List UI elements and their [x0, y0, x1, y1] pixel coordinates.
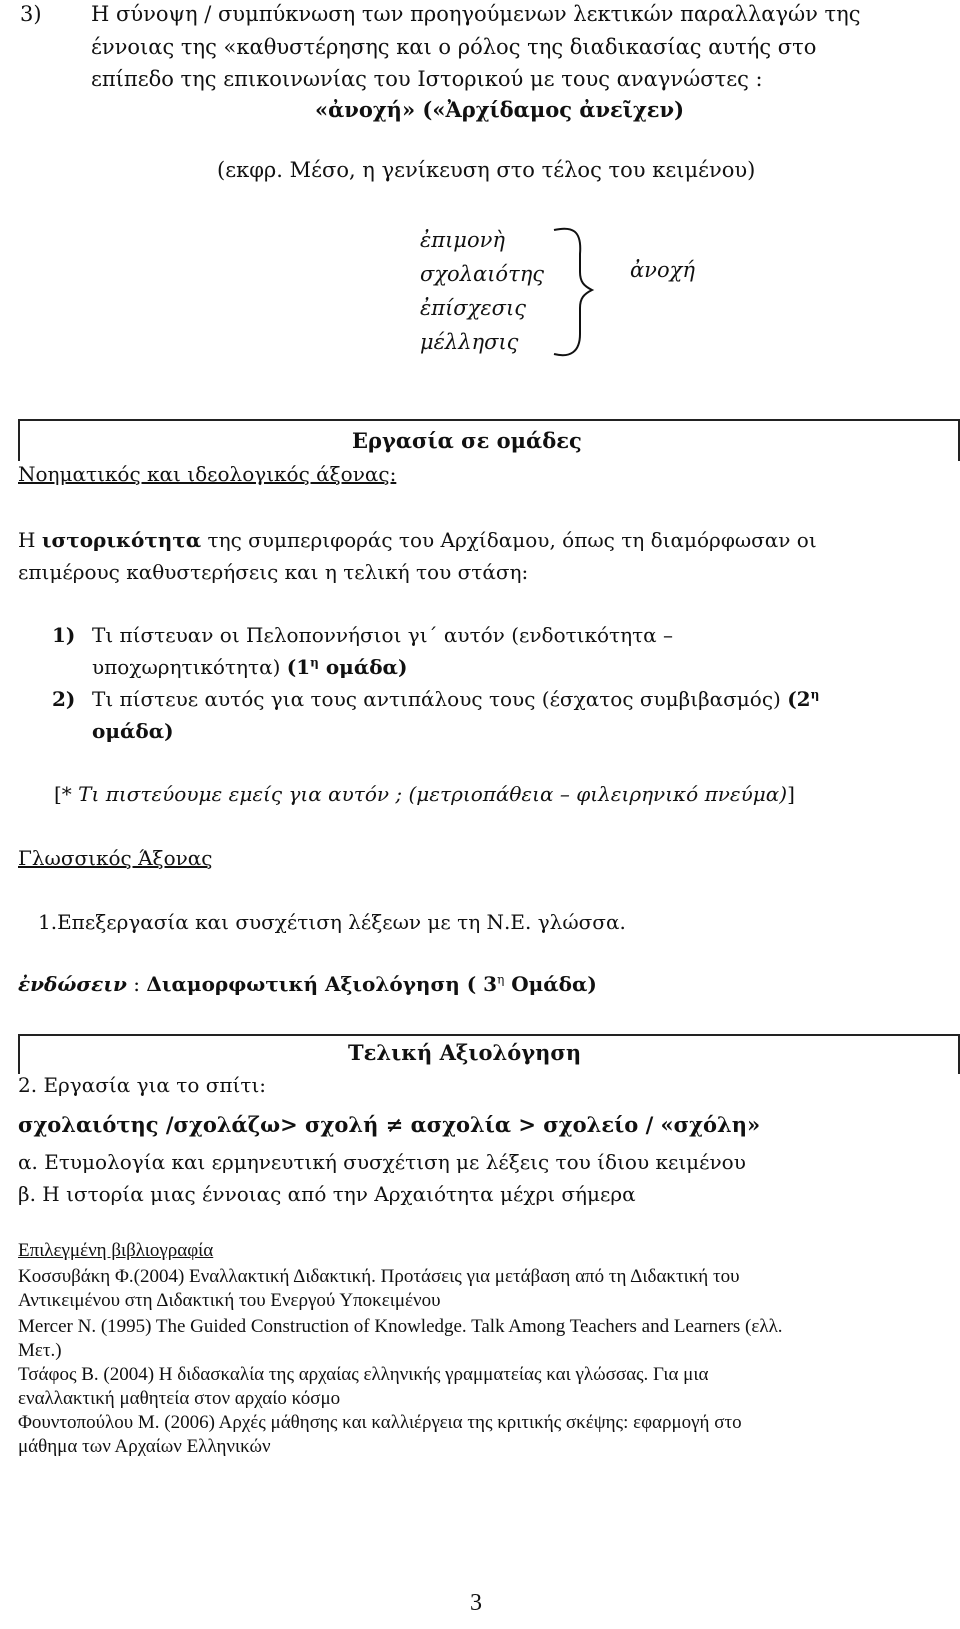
bibliography-entry-1-line-2: Αντικειμένου στη Διδακτική του Ενεργού Υποκειμένου — [18, 1290, 441, 1311]
bibliography-entry-2-line-1: Mercer N. (1995) The Guided Construction of Knowledge. Talk Among Teachers and Learners (ελλ. — [18, 1316, 783, 1337]
question-2-line-1: Τι πίστευε αυτός για τους αντιπάλους τους (έσχατος συμβιβασμός) ($2^\eta$ — [92, 687, 820, 711]
question-2-line-2: ομάδα) — [92, 719, 174, 743]
homework-item-b: β. Η ιστορία μιας έννοιας από την Αρχαιότητα μέχρι σήμερα — [18, 1182, 636, 1206]
semantic-axis-heading: Νοηματικός και ιδεολογικός άξονας: — [18, 462, 397, 486]
linguistic-item-1: 1.Επεξεργασία και συσχέτιση λέξεων με τη Ν.Ε. γλώσσα. — [38, 910, 626, 934]
bibliography-entry-3-line-1: Τσάφος Β. (2004) Η διδασκαλία της αρχαίας ελληνικής γραμματείας και γλώσσας. Για μια — [18, 1364, 709, 1385]
bibliography-entry-2-line-2: Μετ.) — [18, 1340, 62, 1361]
intro-line-1: Η σύνοψη / συμπύκνωση των προηγούμενων λεκτικών παραλλαγών της — [91, 2, 861, 26]
intro-line-3: επίπεδο της επικοινωνίας του Ιστορικού με τους αναγνώστες : — [91, 67, 763, 91]
endosein-line: ἐνδώσειν : Διαμορφωτική Αξιολόγηση ( $3^\eta$ Ομάδα) — [18, 972, 597, 996]
bibliography-entry-3-line-2: εναλλακτική μαθητεία στον αρχαίο κόσμο — [18, 1388, 341, 1409]
homework-heading: 2. Εργασία για το σπίτι: — [18, 1073, 267, 1097]
brace-item-4: μέλλησις — [420, 330, 519, 354]
question-1-line-2: υποχωρητικότητα) ($1^\eta$ ομάδα) — [92, 655, 408, 679]
final-assessment-title: Τελική Αξιολόγηση — [348, 1040, 582, 1065]
bibliography-heading: Επιλεγμένη βιβλιογραφία — [18, 1240, 214, 1261]
intro-line-2: έννοιας της «καθυστέρησης και ο ρόλος της διαδικασίας αυτής στο — [91, 35, 817, 59]
homework-item-a: α. Ετυμολογία και ερμηνευτική συσχέτιση με λέξεις του ίδιου κειμένου — [18, 1150, 746, 1174]
question-1-line-1: Τι πίστευαν οι Πελοποννήσιοι γι΄ αυτόν (ενδοτικότητα – — [92, 623, 674, 647]
bibliography-entry-4-line-1: Φουντοπούλου Μ. (2006) Αρχές μάθησης και καλλιέργεια της κριτικής σκέψης: εφαρμογή στο — [18, 1412, 742, 1433]
historicity-paragraph-line-2: επιμέρους καθυστερήσεις και η τελική του στάση: — [18, 560, 529, 584]
our-view-bracket: [* Τι πιστεύουμε εμείς για αυτόν ; (μετριοπάθεια – φιλειρηνικό πνεύμα)] — [54, 782, 795, 806]
historicity-paragraph-line-1: Η ιστορικότητα της συμπεριφοράς του Αρχίδαμου, όπως τη διαμόρφωσαν οι — [18, 528, 817, 552]
page-number: 3 — [470, 1590, 482, 1616]
intro-note: (εκφρ. Μέσο, η γενίκευση στο τέλος του κειμένου) — [217, 158, 756, 182]
brace-item-1: ἐπιμονὴ — [420, 228, 505, 252]
intro-number: 3) — [20, 2, 42, 26]
right-brace-icon — [552, 224, 602, 364]
brace-item-2: σχολαιότης — [420, 262, 545, 286]
linguistic-axis-heading: Γλωσσικός Άξονας — [18, 846, 213, 870]
word-family-line: σχολαιότης /σχολάζω> σχολή ≠ ασχολία > σχολείο / «σχόλη» — [18, 1112, 761, 1137]
intro-line-4: «ἀνοχή» («Ἀρχίδαμος ἀνεῖχεν) — [315, 97, 685, 122]
bibliography-entry-4-line-2: μάθημα των Αρχαίων Ελληνικών — [18, 1436, 271, 1457]
question-1-number: 1) — [52, 623, 76, 647]
bibliography-entry-1-line-1: Κοσσυβάκη Φ.(2004) Εναλλακτική Διδακτική. Προτάσεις για μετάβαση από τη Διδακτική του — [18, 1266, 740, 1287]
question-2-number: 2) — [52, 687, 76, 711]
group-work-title: Εργασία σε ομάδες — [352, 428, 582, 453]
brace-result: ἀνοχή — [630, 258, 695, 282]
brace-item-3: ἐπίσχεσις — [420, 296, 526, 320]
